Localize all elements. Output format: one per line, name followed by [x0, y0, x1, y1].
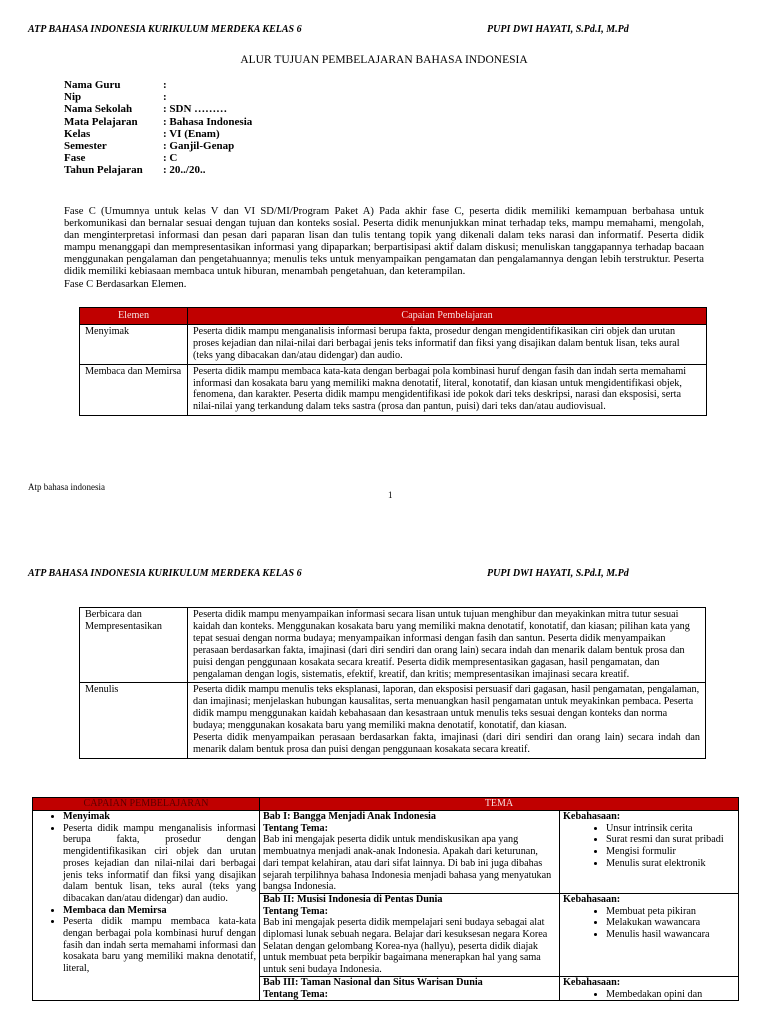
list-item: • Mengisi formulir	[606, 846, 735, 858]
tema-table	[32, 797, 739, 1001]
page-header-left: ATP BAHASA INDONESIA KURIKULUM MERDEKA KELAS 6	[28, 568, 302, 579]
page-footer: Atp bahasa indonesia	[28, 482, 105, 492]
bab-cell	[260, 811, 560, 894]
info-value: : 20../20..	[163, 164, 206, 177]
bab-description: Bab ini mengajak peserta didik mempelajari seni budaya sebagai alat diplomasi lunak sebuah negara. Belajar dari kesuksesan negara Korea Selatan dengan gelombang Korea-nya (hallyu), peserta didik diajak untuk membuat peta berpikir bagaimana menerapkan hal yang sama untuk seni budaya Indonesia.	[263, 917, 548, 976]
bab-title: Bab I: Bangga Menjadi Anak Indonesia	[263, 811, 436, 822]
list-item: • Peserta didik mampu menganalisis informasi berupa fakta, prosedur dengan mengidentifikasikan ciri objek dan urutan proses kejadian dan nilai-nilai dari berbagai jenis teks informatif dan fiksi yang disajikan dalam bentuk lisan, teks aural (teks yang dibacakan dan/atau didengar) dan audio.	[63, 823, 256, 905]
capaian-cell: Peserta didik mampu membaca kata-kata dengan berbagai pola kombinasi huruf dengan fasih dan indah serta memahami informasi dan kosakata baru yang memiliki makna denotatif, literal, konotatif, dan kiasan untuk mengidentifikasi objek, fenomena, dan karakter. Peserta didik mampu mengidentifikasi ide pokok dari teks deskripsi, narasi dan eksposisi, serta nilai-nilai yang terkandung dalam teks sastra (prosa dan pantun, puisi) dari teks dan/atau audiovisual.	[188, 364, 707, 416]
bab-title: Bab III: Taman Nasional dan Situs Warisan Dunia	[263, 976, 483, 988]
phase-paragraph: Fase C (Umumnya untuk kelas V dan VI SD/MI/Program Paket A) Pada akhir fase C, peserta didik memiliki kemampuan berbahasa untuk berkomunikasi dan bernalar sesuai dengan tujuan dan konteks sosial. Peserta didik menunjukkan minat terhadap teks, mampu memahami, mengolah, dan menginterpretasi informasi dan pesan dari paparan lisan dan tulis tentang topik yang dikenali dalam teks narasi dan informatif. Peserta didik mampu menanggapi dan mempresentasikan informasi yang dipaparkan; berpartisipasi aktif dalam diskusi; menuliskan tanggapannya terhadap bacaan menggunakan pengalaman dan pengetahuannya; menulis teks untuk menyampaikan pengamatan dan pengalamannya dengan lebih terstruktur. Peserta didik memiliki kebiasaan membaca untuk hiburan, menambah pengetahuan, dan keterampilan.	[64, 206, 704, 278]
phase-paragraph-end: Fase C Berdasarkan Elemen.	[64, 278, 187, 290]
table-row	[80, 608, 706, 683]
bab-cell	[260, 976, 560, 1000]
info-row	[64, 140, 252, 152]
bab-subtitle: Tentang Tema:	[263, 988, 329, 1000]
column-header-capaian: Capaian Pembelajaran	[188, 308, 707, 325]
info-value: : Ganjil-Genap	[163, 140, 235, 153]
info-row	[64, 128, 252, 140]
kebahasaan-cell	[560, 976, 739, 1000]
info-label: Kelas	[64, 127, 91, 140]
column-header-tema: TEMA	[260, 798, 739, 811]
list-item: • Membaca dan Memirsa	[63, 905, 256, 917]
document-title: ALUR TUJUAN PEMBELAJARAN BAHASA INDONESIA	[240, 54, 528, 66]
list-item: • Melakukan wawancara	[606, 917, 735, 929]
table-row	[80, 683, 706, 758]
page-number: 1	[388, 490, 393, 500]
info-row	[64, 152, 252, 164]
list-item: • Surat resmi dan surat pribadi	[606, 834, 735, 846]
info-value: :	[163, 91, 167, 104]
info-row	[64, 79, 252, 91]
table-header-row	[80, 308, 707, 325]
info-row	[64, 91, 252, 103]
kebahasaan-cell	[560, 893, 739, 976]
page-header-left: ATP BAHASA INDONESIA KURIKULUM MERDEKA KELAS 6	[28, 24, 302, 35]
info-value: : C	[163, 152, 178, 165]
elemen-table	[79, 307, 707, 416]
info-row	[64, 116, 252, 128]
info-label: Fase	[64, 152, 86, 165]
table-row	[33, 811, 739, 894]
info-value: : Bahasa Indonesia	[163, 115, 253, 128]
info-label: Nama Guru	[64, 79, 121, 91]
capaian-text: Peserta didik menyampaikan perasaan berdasarkan fakta, imajinasi (dari diri sendiri dan orang lain) secara indah dan menarik dalam bentuk prosa dan puisi dengan penggunaan kosakata secara kreatif.	[193, 732, 700, 755]
column-header-elemen: Elemen	[80, 308, 188, 325]
kebahasaan-label: Kebahasaan:	[563, 811, 621, 822]
elemen-cell: Menulis	[80, 683, 188, 758]
info-label: Mata Pelajaran	[64, 115, 138, 128]
list-item: • Menulis hasil wawancara	[606, 929, 735, 941]
phase-description	[64, 206, 704, 291]
info-row	[64, 164, 252, 176]
table-row	[80, 364, 707, 416]
info-value: : VI (Enam)	[163, 127, 220, 140]
info-value: : SDN ………	[163, 103, 228, 116]
table-row	[80, 324, 707, 364]
list-item: • Menyimak	[63, 811, 256, 823]
kebahasaan-cell	[560, 811, 739, 894]
table-header-row	[33, 798, 739, 811]
bab-subtitle: Tentang Tema:	[263, 905, 329, 917]
capaian-list-cell	[33, 811, 260, 1001]
kebahasaan-label: Kebahasaan:	[563, 976, 621, 988]
info-value: :	[163, 79, 167, 91]
list-item: • Membuat peta pikiran	[606, 906, 735, 918]
capaian-text: Peserta didik mampu menulis teks eksplanasi, laporan, dan eksposisi persuasif dari gagasan, hasil pengamatan, pengalaman, dan imajinasi; menjelaskan hubungan kausalitas, serta menuangkan hasil pengamatan untuk meyakinkan pembaca. Peserta didik mampu menggunakan kaidah kebahasaan dan kesastraan untuk menulis teks sesuai dengan konteks dan norma budaya; menggunakan kosakata baru yang memiliki makna denotatif, konotatif, dan kiasan.	[193, 684, 700, 732]
elemen-table-continued	[79, 607, 706, 759]
info-label: Tahun Pelajaran	[64, 164, 143, 177]
identity-block	[64, 79, 252, 177]
bab-title: Bab II: Musisi Indonesia di Pentas Dunia	[263, 893, 443, 905]
list-item: • Unsur intrinsik cerita	[606, 823, 735, 835]
info-row	[64, 103, 252, 115]
list-item: • Peserta didik mampu membaca kata-kata dengan berbagai pola kombinasi huruf dengan fasih dan indah serta memahami informasi dan kosakata baru yang memiliki makna denotatif, literal,	[63, 916, 256, 975]
info-label: Nip	[64, 91, 82, 104]
list-item: • Menulis surat elektronik	[606, 858, 735, 870]
kebahasaan-label: Kebahasaan:	[563, 893, 621, 905]
page-header-right: PUPI DWI HAYATI, S.Pd.I, M.Pd	[487, 568, 629, 579]
bab-description: Bab ini mengajak peserta didik untuk mendiskusikan apa yang membuatnya menjadi anak-anak Indonesia. Apakah dari keturunan, dari tempat kelahiran, atau dari sifat lainnya. Di bab ini juga dibahas sejarah terpilihnya bahasa Indonesia menjadi bahasa yang menyatukan bangsa Indonesia.	[263, 834, 552, 893]
bab-subtitle: Tentang Tema:	[263, 822, 329, 834]
elemen-cell: Berbicara dan Mempresentasikan	[80, 608, 188, 683]
elemen-cell: Menyimak	[80, 324, 188, 364]
bab-cell	[260, 893, 560, 976]
info-label: Nama Sekolah	[64, 103, 133, 116]
page-header-right: PUPI DWI HAYATI, S.Pd.I, M.Pd	[487, 24, 629, 35]
capaian-cell	[188, 683, 706, 758]
capaian-cell: Peserta didik mampu menyampaikan informasi secara lisan untuk tujuan menghibur dan meyakinkan mitra tutur sesuai kaidah dan konteks. Menggunakan kosakata baru yang memiliki makna denotatif, konotatif, dan kiasan; pilihan kata yang tepat sesuai dengan norma budaya; menyampaikan informasi dengan fasih dan santun. Peserta didik menyampaikan perasaan berdasarkan fakta, imajinasi (dari diri sendiri dan orang lain) secara indah dan menarik dalam bentuk prosa dan puisi dengan penggunaan kosakata secara kreatif. Peserta didik mempresentasikan gagasan, hasil pengamatan, dan pengalaman dengan logis, sistematis, efektif, kreatif, dan kritis; mempresentasikan imajinasi secara kreatif.	[188, 608, 706, 683]
elemen-cell: Membaca dan Memirsa	[80, 364, 188, 416]
info-label: Semester	[64, 140, 107, 153]
list-item: • Membedakan opini dan	[606, 989, 735, 1001]
column-header-capaian: CAPAIAN PEMBELAJARAN	[33, 798, 260, 811]
capaian-cell: Peserta didik mampu menganalisis informasi berupa fakta, prosedur dengan mengidentifikasikan ciri objek dan urutan proses kejadian dan nilai-nilai dari berbagai jenis teks informatif dan fiksi yang disajikan dalam bentuk lisan, teks aural (teks yang dibacakan dan/atau didengar) dan audio.	[188, 324, 707, 364]
